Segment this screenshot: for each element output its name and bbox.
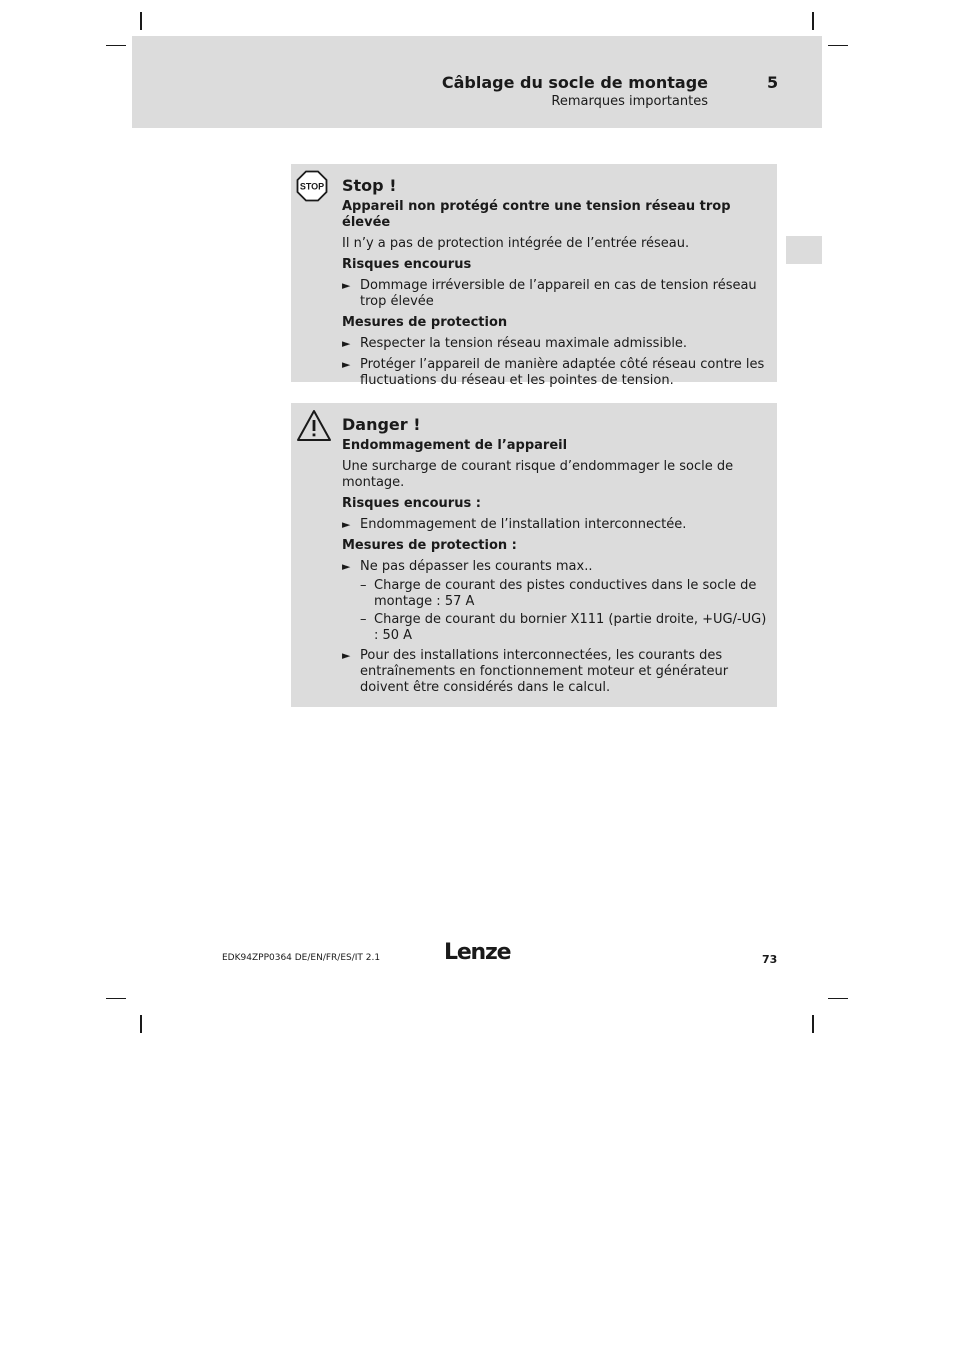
danger-notice [291,403,777,707]
crop-mark [812,12,814,30]
chapter-title: Câblage du socle de montage [441,73,708,92]
crop-mark [140,12,142,30]
chapter-side-tab [786,236,822,264]
stop-risks-label: Risques encourus [342,257,472,272]
list-item [342,517,769,533]
danger-sub-measure-text: Charge de courant du bornier X111 (partie droite, +UG/-UG) : 50 A [374,612,767,643]
crop-mark [828,45,848,46]
document-id: EDK94ZPP0364 DE/EN/FR/ES/IT 2.1 [222,953,381,963]
bullet-arrow-icon: ► [342,337,351,350]
bullet-arrow-icon: ► [342,518,351,531]
list-item [342,559,769,575]
crop-mark [812,1015,814,1033]
danger-notice-description: Une surcharge de courant risque d’endommager le socle de montage. [342,459,734,490]
danger-measures-label: Mesures de protection : [342,538,517,553]
list-item [342,336,769,352]
dash-marker: – [360,612,367,627]
list-item [342,648,769,696]
warning-triangle-icon [296,409,332,448]
stop-measures-label: Mesures de protection [342,315,508,330]
list-item [342,278,769,310]
danger-notice-heading: Endommagement de l’appareil [342,438,568,453]
crop-mark [140,1015,142,1033]
chapter-subtitle: Remarques importantes [551,94,708,109]
stop-notice-title: Stop ! [342,176,397,195]
lenze-logo: Lenze [444,940,511,965]
danger-risks-label: Risques encourus : [342,496,481,511]
bullet-arrow-icon: ► [342,358,351,371]
danger-measure-text: Ne pas dépasser les courants max.. [360,559,593,574]
bullet-arrow-icon: ► [342,649,351,662]
crop-mark [106,45,126,46]
stop-measure-text: Respecter la tension réseau maximale admissible. [360,336,688,351]
stop-sign-icon [296,170,328,207]
stop-risk-text: Dommage irréversible de l’appareil en cas de tension réseau trop élevée [360,278,757,309]
crop-mark [828,998,848,999]
list-item [342,357,769,389]
list-item [342,612,769,644]
stop-measure-text: Protéger l’appareil de manière adaptée côté réseau contre les fluctuations du réseau et les pointes de tension. [360,357,765,388]
chapter-number: 5 [767,73,779,92]
dash-marker: – [360,578,367,593]
stop-notice [291,164,777,388]
page-number: 73 [762,953,778,966]
list-item [342,578,769,610]
stop-notice-heading: Appareil non protégé contre une tension réseau trop élevée [342,199,731,230]
bullet-arrow-icon: ► [342,560,351,573]
danger-notice-title: Danger ! [342,415,421,434]
stop-sign-text: STOP [299,181,325,192]
bullet-arrow-icon: ► [342,279,351,292]
crop-mark [106,998,126,999]
danger-risk-text: Endommagement de l’installation interconnectée. [360,517,687,532]
danger-sub-measure-text: Charge de courant des pistes conductives dans le socle de montage : 57 A [374,578,757,609]
danger-measure-text: Pour des installations interconnectées, les courants des entraînements en fonctionnement moteur et générateur doivent être considérés dans le calcul. [360,648,729,695]
stop-notice-description: Il n’y a pas de protection intégrée de l’entrée réseau. [342,236,690,251]
